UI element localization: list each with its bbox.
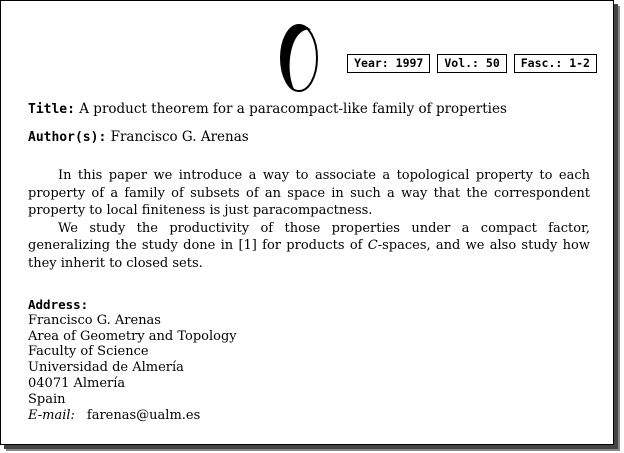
title-line xyxy=(28,101,507,117)
c-space-symbol: C xyxy=(367,238,378,254)
email-label: E-mail: xyxy=(28,407,75,423)
volume-box: Vol.: 50 xyxy=(437,54,506,73)
address-block xyxy=(28,297,237,423)
address-faculty: Faculty of Science xyxy=(28,344,149,360)
abstract xyxy=(28,167,590,273)
address-name: Francisco G. Arenas xyxy=(28,312,161,328)
author-label: Author(s): xyxy=(28,130,107,145)
abstract-paragraph-1: In this paper we introduce a way to associate a topological property to each property of a family of subsets of an space in such a way that the correspondent property to local finiteness is just paracompactness. xyxy=(28,168,590,219)
address-city: 04071 Almería xyxy=(28,375,126,391)
paper-authors: Francisco G. Arenas xyxy=(110,129,249,145)
address-area: Area of Geometry and Topology xyxy=(28,328,237,344)
title-label: Title: xyxy=(28,102,75,117)
address-country: Spain xyxy=(28,391,66,407)
email-line xyxy=(28,408,237,424)
email-address: farenas@ualm.es xyxy=(86,407,201,423)
journal-logo-icon xyxy=(278,22,320,94)
fascicle-box: Fasc.: 1-2 xyxy=(514,54,597,73)
address-university: Universidad de Almería xyxy=(28,360,184,376)
paper-title: A product theorem for a paracompact-like family of properties xyxy=(79,101,507,117)
issue-info xyxy=(347,54,597,73)
abstract-p2-end: -spaces, and we also study how they inherit to closed sets. xyxy=(28,238,590,271)
address-heading: Address: xyxy=(28,297,89,312)
year-box: Year: 1997 xyxy=(347,54,430,73)
abstract-paragraph-2 xyxy=(28,220,590,273)
author-line xyxy=(28,129,249,145)
abstract-p2-start: We study the productivity of those properties under a compact factor, generalizing the study done in [1] for products of xyxy=(28,220,590,254)
